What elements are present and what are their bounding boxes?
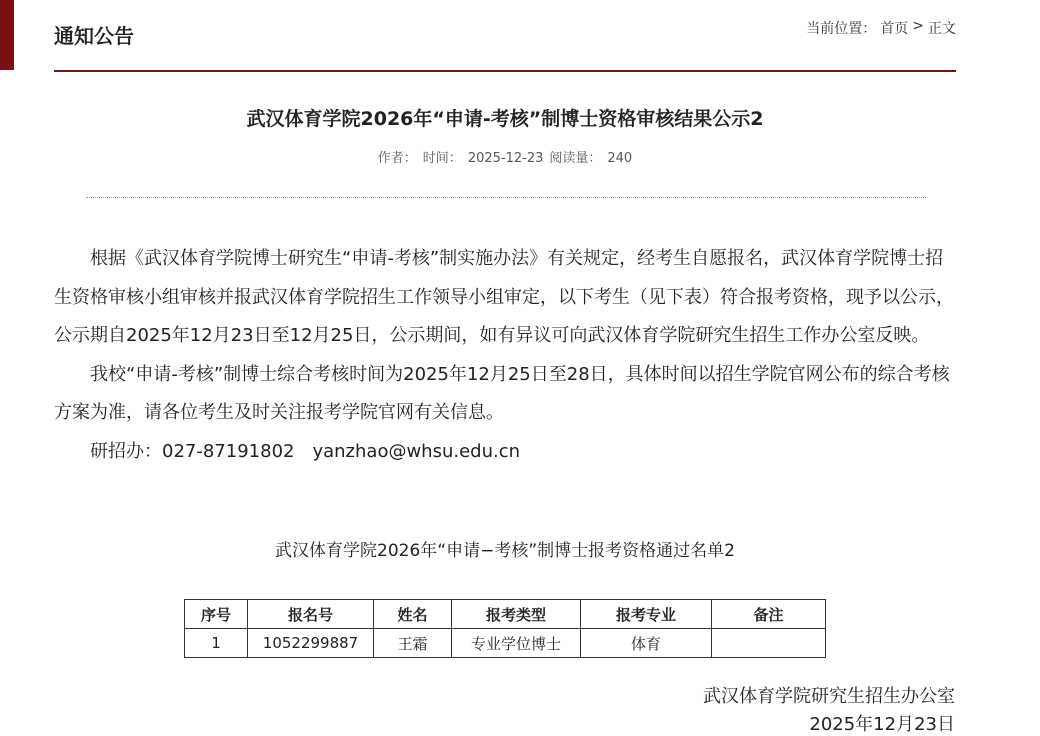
paragraph-2: 我校“申请-考核”制博士综合考核时间为2025年12月25日至28日，具体时间以招生学院官网公布的综合考核方案为准，请各位考生及时关注报考学院官网有关信息。 (54, 363, 950, 423)
table-cell: 1052299887 (248, 629, 374, 658)
table-caption: 武汉体育学院2026年“申请−考核”制博士报考资格通过名单2 (275, 541, 735, 561)
signature-office: 武汉体育学院研究生招生办公室 (703, 686, 955, 707)
page-header (54, 14, 956, 72)
contact-label: 研招办： (90, 440, 162, 462)
table-cell: 体育 (581, 629, 712, 658)
breadcrumb-separator: > (912, 18, 924, 34)
meta-time-label: 时间： (422, 151, 462, 166)
meta-author-label: 作者： (377, 151, 417, 166)
table-cell: 专业学位博士 (452, 629, 581, 658)
accent-bar (0, 0, 14, 70)
table-header-row (185, 600, 826, 629)
column-header: 姓名 (374, 600, 452, 629)
meta-views-value: 240 (607, 151, 633, 166)
contact-line (54, 433, 954, 472)
signature-date: 2025年12月23日 (809, 714, 955, 735)
qualification-table (184, 599, 826, 658)
table-cell (712, 629, 826, 658)
article-meta (0, 147, 1010, 166)
article-title: 武汉体育学院2026年“申请-考核”制博士资格审核结果公示2 (246, 108, 764, 130)
table-cell: 1 (185, 629, 248, 658)
table-row (185, 629, 826, 658)
article-body (54, 240, 954, 471)
table-cell: 王霜 (374, 629, 452, 658)
breadcrumb-current[interactable]: 正文 (928, 21, 956, 37)
contact-email[interactable]: yanzhao@whsu.edu.cn (312, 440, 521, 462)
paragraph-1: 根据《武汉体育学院博士研究生“申请-考核”制实施办法》有关规定，经考生自愿报名，武汉体育学院博士招生资格审核小组审核并报武汉体育学院招生工作领导小组审定，以下考生（见下表）符合报考资格，现予以公示，公示期自2025年12月23日至12月25日，公示期间，如有异议可向武汉体育学院研究生招生工作办公室反映。 (54, 248, 954, 346)
meta-time-value: 2025-12-23 (467, 151, 544, 166)
breadcrumb-home-link[interactable]: 首页 (880, 21, 909, 37)
breadcrumb-label: 当前位置： (806, 21, 877, 37)
column-header: 序号 (185, 600, 248, 629)
contact-phone: 027-87191802 (162, 440, 295, 462)
meta-views-label: 阅读量： (549, 151, 602, 166)
column-header: 报名号 (248, 600, 374, 629)
column-header: 报考类型 (452, 600, 581, 629)
section-title: 通知公告 (54, 24, 134, 48)
column-header: 备注 (712, 600, 826, 629)
breadcrumb (806, 18, 956, 38)
meta-divider (86, 197, 926, 198)
column-header: 报考专业 (581, 600, 712, 629)
